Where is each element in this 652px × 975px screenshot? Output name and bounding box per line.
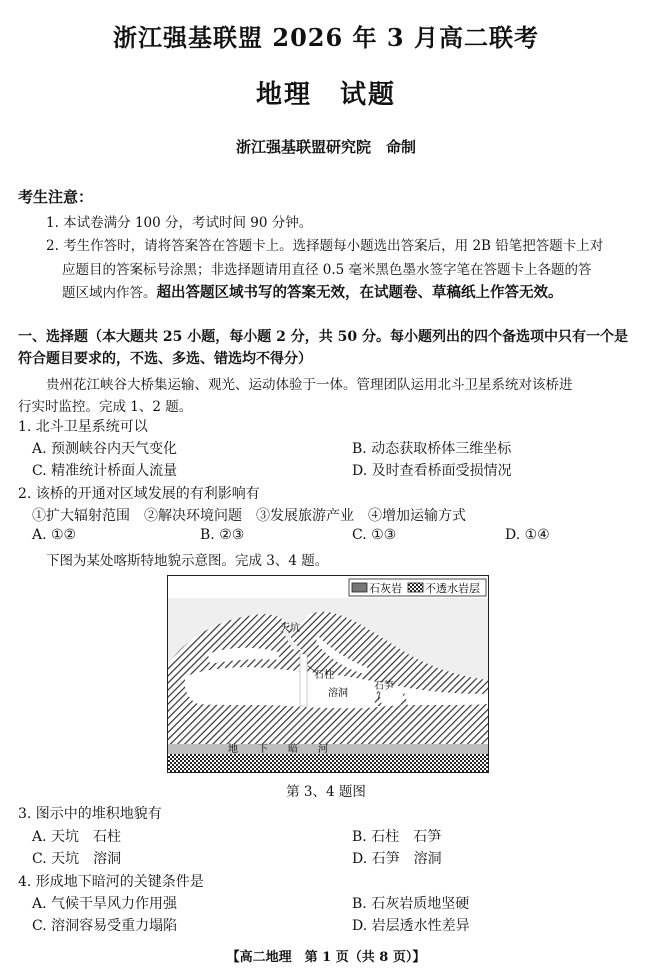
q4-stem: 4. 形成地下暗河的关键条件是	[18, 874, 204, 890]
notice-item-2-line-3a: 题区域内作答。	[62, 285, 157, 301]
q3-option-a: A. 天坑 石柱	[32, 829, 122, 845]
notice-heading: 考生注意：	[18, 188, 94, 206]
passage-1-line-1: 贵州花江峡谷大桥集运输、观光、运动体验于一体。管理团队运用北斗卫星系统对该桥进	[46, 377, 573, 393]
notice-item-1: 1. 本试卷满分 100 分，考试时间 90 分钟。	[46, 215, 313, 231]
q2-option-a: A. ①②	[32, 527, 77, 543]
q2-option-c: C. ①③	[352, 527, 397, 543]
q3-option-d: D. 石笋 溶洞	[352, 851, 442, 867]
passage-1-line-2: 行实时监控。完成 1、2 题。	[18, 399, 193, 415]
label-underground-river: 地 下 暗 河	[228, 744, 328, 755]
issuer-line: 浙江强基联盟研究院 命制	[235, 138, 416, 156]
q2-stem: 2. 该桥的开通对区域发展的有利影响有	[18, 486, 260, 502]
q1-option-c: C. 精准统计桥面人流量	[32, 463, 178, 479]
q1-option-d: D. 及时查看桥面受损情况	[352, 463, 512, 479]
q4-option-c: C. 溶洞容易受重力塌陷	[32, 918, 178, 934]
page-footer: 【高二地理 第 1 页（共 8 页）】	[226, 950, 426, 965]
exam-title: 浙江强基联盟 2026 年 3 月高二联考	[113, 23, 539, 52]
legend	[349, 579, 486, 596]
q2-option-b: B. ②③	[200, 527, 245, 543]
subject-title: 地理 试题	[255, 80, 396, 110]
q1-option-a: A. 预测峡谷内天气变化	[32, 441, 178, 457]
legend-limestone-swatch	[352, 583, 367, 592]
karst-diagram	[167, 575, 489, 773]
q4-option-d: D. 岩层透水性差异	[352, 918, 470, 934]
notice-warning: 超出答题区域书写的答案无效，在试题卷、草稿纸上作答无效。	[156, 284, 563, 301]
karst-diagram-svg	[168, 576, 488, 772]
q3-option-c: C. 天坑 溶洞	[32, 851, 122, 867]
notice-item-2-line-1: 2. 考生作答时，请将答案答在答题卡上。选择题每小题选出答案后，用 2B 铅笔把答题卡上对	[46, 238, 604, 254]
q4-option-b: B. 石灰岩质地坚硬	[352, 896, 470, 912]
underground-river	[168, 744, 488, 754]
notice-item-2-line-2: 应题目的答案标号涂黑；非选择题请用直径 0.5 毫米黑色墨水签字笔在答题卡上各题的答	[62, 262, 592, 278]
label-rongdong: 溶洞	[328, 688, 348, 699]
figure-caption: 第 3、4 题图	[286, 784, 366, 800]
legend-limestone-label: 石灰岩	[369, 582, 402, 595]
legend-impermeable-swatch	[408, 583, 423, 592]
notice-item-2-line-3	[62, 281, 563, 302]
q4-option-a: A. 气候干旱风力作用强	[32, 896, 178, 912]
q2-statements: ①扩大辐射范围 ②解决环境问题 ③发展旅游产业 ④增加运输方式	[32, 508, 466, 524]
label-shisun: 石笋	[374, 681, 394, 692]
q2-option-d: D. ①④	[505, 527, 550, 543]
section-heading: 一、选择题（本大题共 25 小题，每小题 2 分，共 50 分。每小题列出的四个备选项中只有一个是符合题目要求的，不选、多选、错选均不得分）	[18, 329, 628, 367]
q3-stem: 3. 图示中的堆积地貌有	[18, 806, 162, 822]
label-tiankeng: 天坑	[280, 623, 300, 634]
impermeable-layer	[168, 754, 488, 772]
label-shizhu: 石柱	[314, 670, 334, 681]
q3-option-b: B. 石柱 石笋	[352, 829, 442, 845]
passage-2: 下图为某处喀斯特地貌示意图。完成 3、4 题。	[46, 553, 329, 569]
q1-option-b: B. 动态获取桥体三维坐标	[352, 441, 512, 457]
legend-impermeable-label: 不透水岩层	[425, 582, 480, 595]
q1-stem: 1. 北斗卫星系统可以	[18, 419, 148, 435]
stone-pillar-shape	[300, 654, 307, 706]
